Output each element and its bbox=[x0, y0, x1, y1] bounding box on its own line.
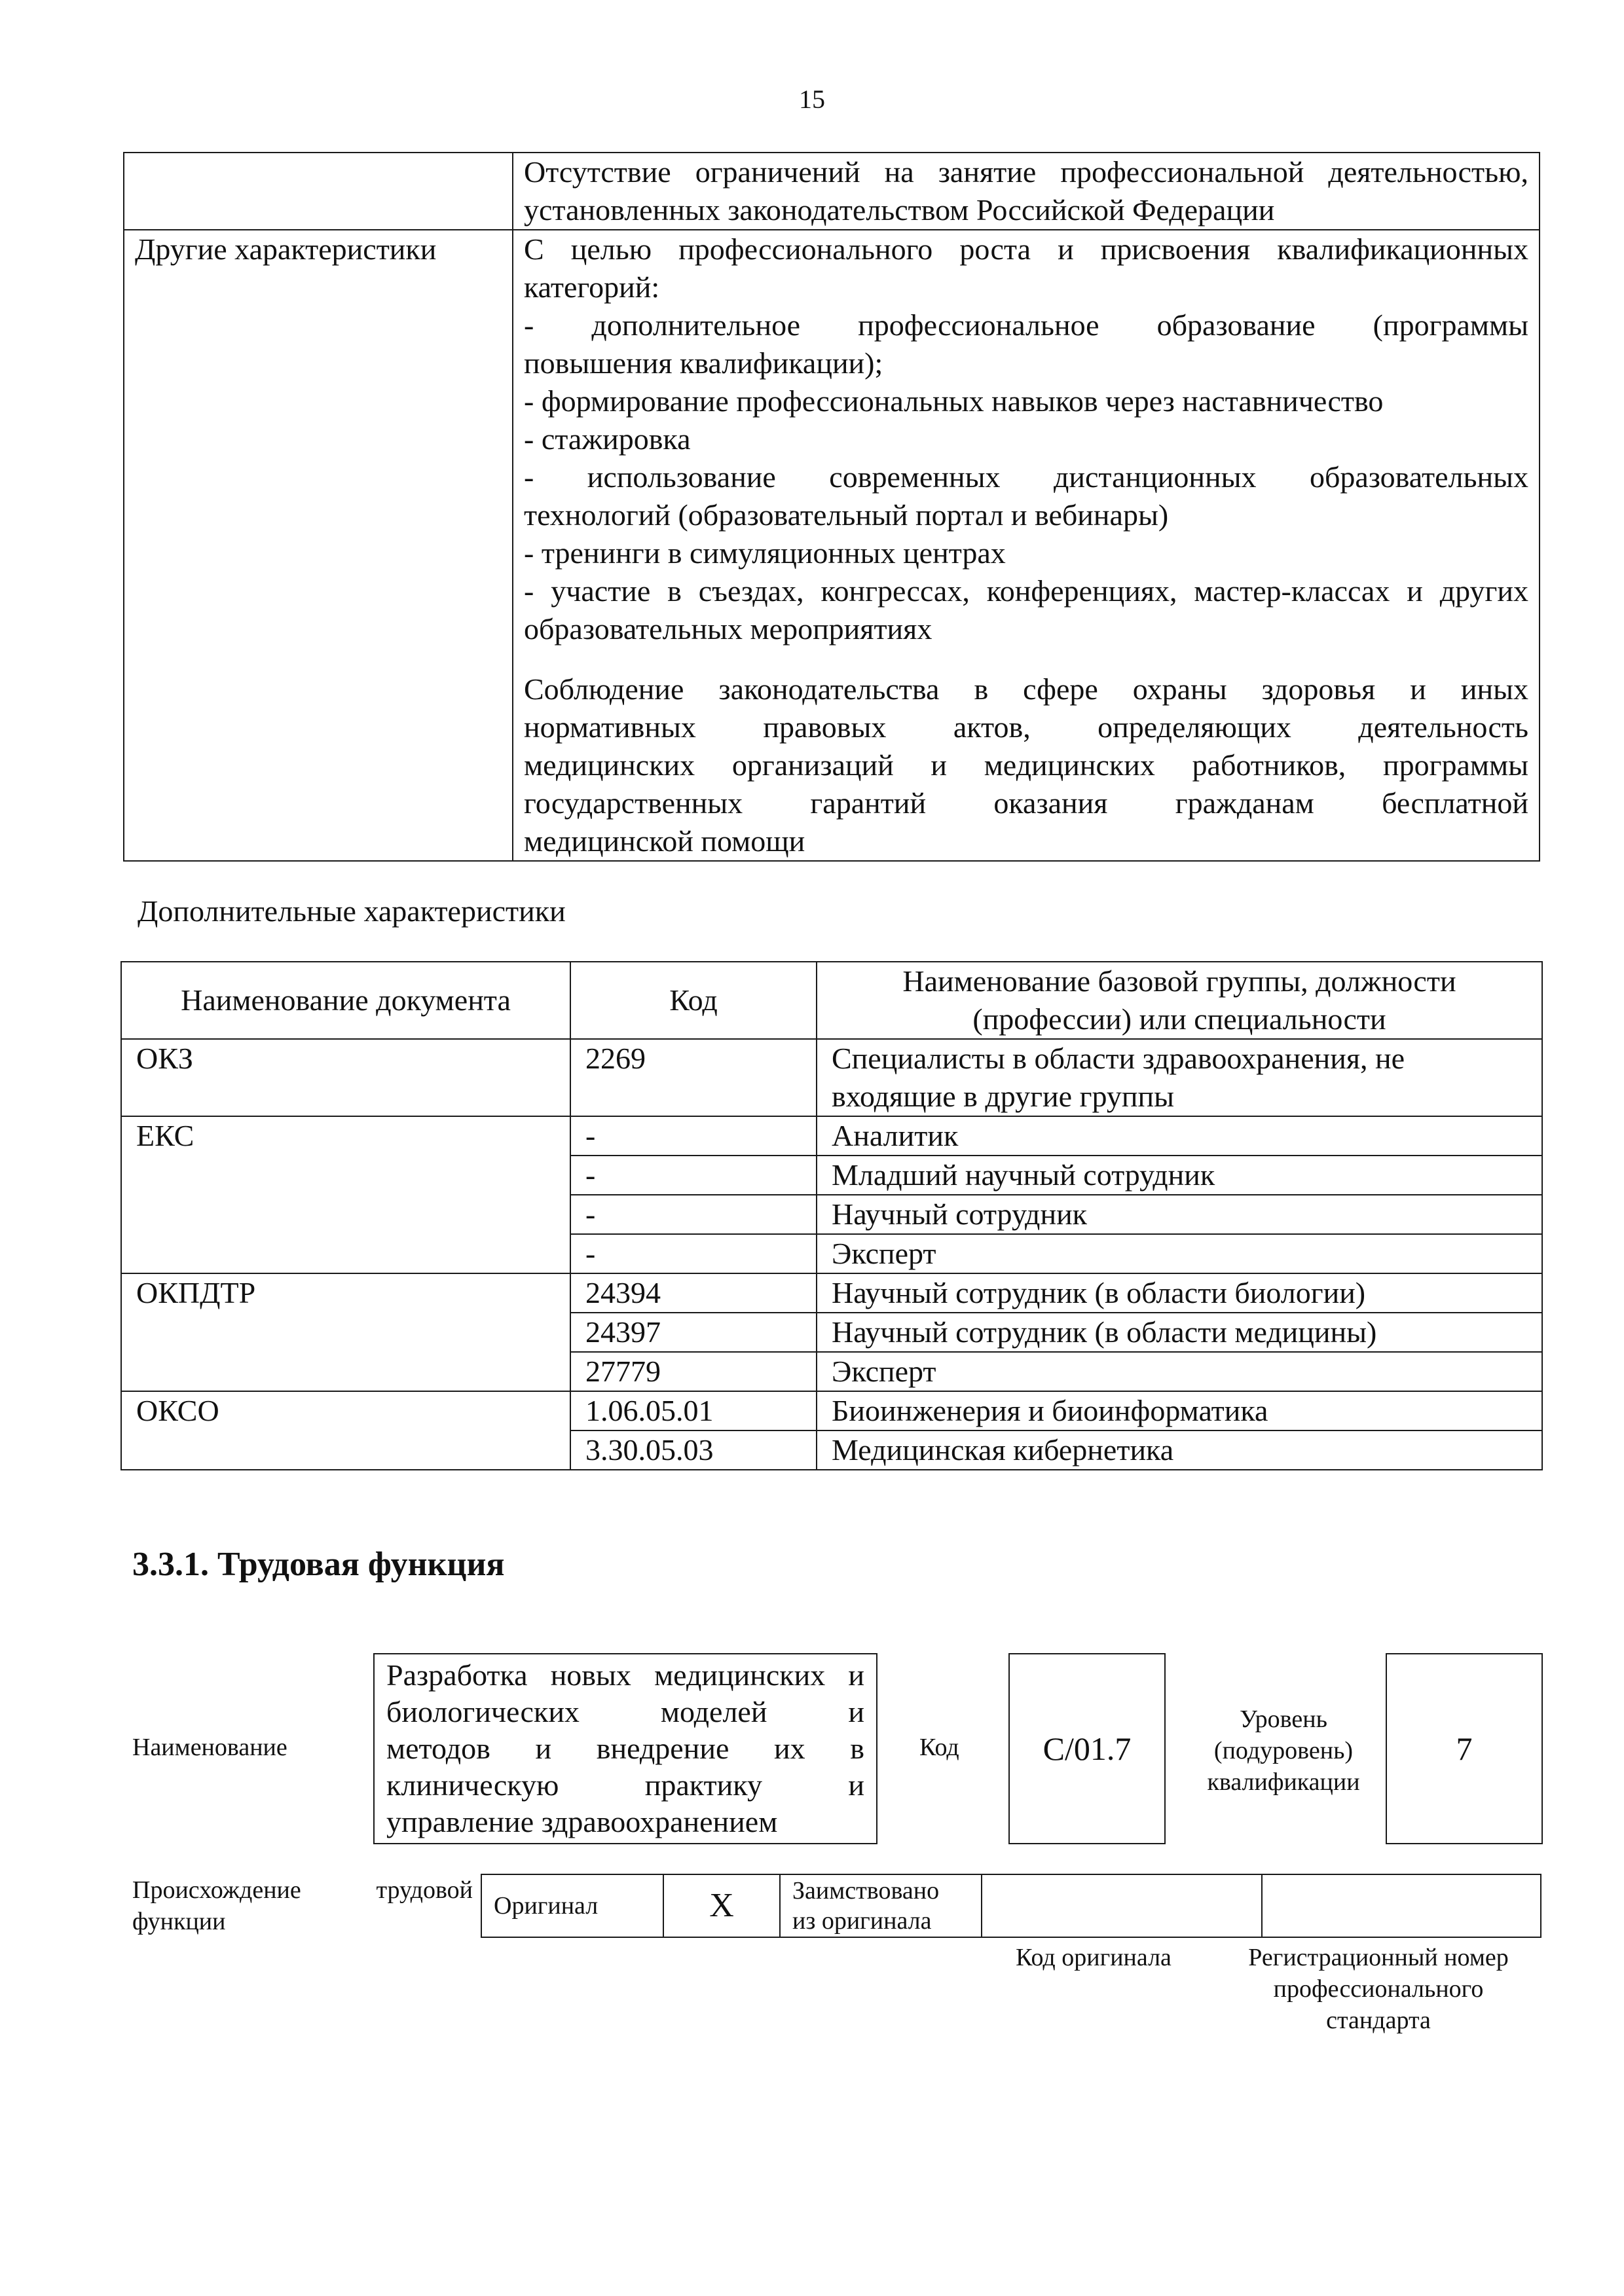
code-cell: 1.06.05.01 bbox=[570, 1391, 817, 1430]
original-mark-cell: X bbox=[663, 1874, 780, 1937]
text-line: установленных законодательством Российской Федерации bbox=[524, 193, 1275, 227]
header-name-line: Наименование базовой группы, должности bbox=[902, 964, 1456, 998]
text-line: технологий (образовательный портал и вебинары) bbox=[524, 498, 1169, 532]
function-name-line: управление здравоохранением bbox=[386, 1805, 778, 1838]
name-label: Наименование bbox=[132, 1734, 287, 1761]
origin-label-line bbox=[132, 1874, 473, 1906]
name-cell: Аналитик bbox=[817, 1116, 1542, 1156]
origin-label-line: функции bbox=[132, 1908, 226, 1935]
text-line: образовательных мероприятиях bbox=[524, 612, 932, 646]
text-line: - дополнительное профессиональное образование (программы bbox=[524, 308, 1528, 342]
code-cell: - bbox=[570, 1195, 817, 1234]
table-row bbox=[121, 1116, 1542, 1156]
origin-table bbox=[481, 1874, 1541, 1938]
text-line: - участие в съездах, конгрессах, конференциях, мастер-классах и других bbox=[524, 574, 1528, 608]
origin-label-word: трудовой bbox=[376, 1876, 473, 1904]
name-cell bbox=[817, 1039, 1542, 1116]
qualification-requirements-table bbox=[123, 152, 1540, 862]
name-cell: Научный сотрудник (в области биологии) bbox=[817, 1273, 1542, 1313]
labor-function-title: 3.3.1. Трудовая функция bbox=[132, 1546, 505, 1583]
row-content bbox=[513, 230, 1540, 861]
reg-caption-line: Регистрационный номер bbox=[1248, 1944, 1509, 1971]
page-number: 15 bbox=[799, 84, 825, 114]
code-cell: 2269 bbox=[570, 1039, 817, 1116]
level-label-line: (подуровень) bbox=[1213, 1737, 1354, 1764]
code-cell: - bbox=[570, 1116, 817, 1156]
level-label-line: Уровень bbox=[1240, 1705, 1327, 1733]
text-line: - стажировка bbox=[524, 422, 691, 456]
borrowed-label-line: из оригинала bbox=[792, 1907, 932, 1935]
name-cell: Биоинженерия и биоинформатика bbox=[817, 1391, 1542, 1430]
table-row bbox=[121, 1039, 1542, 1116]
original-code-cell bbox=[982, 1874, 1262, 1937]
text-line: - тренинги в симуляционных центрах bbox=[524, 536, 1006, 570]
table-row bbox=[481, 1874, 1541, 1937]
doc-cell: ЕКС bbox=[121, 1116, 570, 1273]
reg-caption-line: профессионального bbox=[1273, 1975, 1484, 2003]
row-label bbox=[124, 153, 513, 230]
function-code-box: C/01.7 bbox=[1008, 1653, 1166, 1844]
text-line: повышения квалификации); bbox=[524, 346, 883, 380]
table-header-row bbox=[121, 962, 1542, 1039]
text-line: медицинских организаций и медицинских работников, программы bbox=[524, 748, 1528, 782]
text-line: нормативных правовых актов, определяющих деятельность bbox=[524, 710, 1528, 744]
paragraph-gap bbox=[524, 648, 1528, 670]
name-line: входящие в другие группы bbox=[832, 1080, 1174, 1113]
table-row bbox=[121, 1273, 1542, 1313]
function-name-line: биологических моделей и bbox=[386, 1695, 864, 1728]
original-code-caption: Код оригинала bbox=[1016, 1944, 1172, 1971]
code-cell: 3.30.05.03 bbox=[570, 1430, 817, 1470]
borrowed-label-cell bbox=[780, 1874, 982, 1937]
origin-label bbox=[132, 1874, 473, 1937]
text-line: - формирование профессиональных навыков через наставничество bbox=[524, 384, 1384, 418]
origin-label-word: Происхождение bbox=[132, 1876, 301, 1904]
text-line: С целью профессионального роста и присвоения квалификационных bbox=[524, 232, 1528, 266]
name-line: Специалисты в области здравоохранения, не bbox=[832, 1042, 1405, 1075]
table-row bbox=[124, 230, 1540, 861]
text-line: Соблюдение законодательства в сфере охраны здоровья и иных bbox=[524, 672, 1528, 706]
reg-caption-line: стандарта bbox=[1326, 2007, 1431, 2034]
code-cell: 24397 bbox=[570, 1313, 817, 1352]
header-document: Наименование документа bbox=[121, 962, 570, 1039]
name-cell: Научный сотрудник bbox=[817, 1195, 1542, 1234]
table-row bbox=[124, 153, 1540, 230]
code-cell: - bbox=[570, 1156, 817, 1195]
doc-cell: ОКЗ bbox=[121, 1039, 570, 1116]
code-cell: 24394 bbox=[570, 1273, 817, 1313]
name-cell: Научный сотрудник (в области медицины) bbox=[817, 1313, 1542, 1352]
function-name-line: Разработка новых медицинских и bbox=[386, 1658, 864, 1692]
registration-number-caption bbox=[1221, 1942, 1536, 2036]
header-name bbox=[817, 962, 1542, 1039]
qualification-level-label bbox=[1179, 1704, 1388, 1798]
code-cell: 27779 bbox=[570, 1352, 817, 1391]
original-label-cell: Оригинал bbox=[481, 1874, 663, 1937]
additional-characteristics-caption: Дополнительные характеристики bbox=[138, 894, 566, 928]
header-name-line: (профессии) или специальности bbox=[972, 1002, 1386, 1036]
name-cell: Эксперт bbox=[817, 1352, 1542, 1391]
function-name-line: методов и внедрение их в bbox=[386, 1732, 864, 1765]
text-line: категорий: bbox=[524, 270, 660, 304]
qualification-level-box: 7 bbox=[1386, 1653, 1543, 1844]
name-cell: Младший научный сотрудник bbox=[817, 1156, 1542, 1195]
text-line: - использование современных дистанционных образовательных bbox=[524, 460, 1528, 494]
additional-characteristics-table bbox=[120, 961, 1543, 1470]
name-cell: Медицинская кибернетика bbox=[817, 1430, 1542, 1470]
text-line: государственных гарантий оказания гражданам бесплатной bbox=[524, 786, 1528, 820]
text-line: Отсутствие ограничений на занятие профессиональной деятельностью, bbox=[524, 155, 1528, 189]
code-label: Код bbox=[919, 1734, 959, 1761]
level-label-line: квалификации bbox=[1207, 1768, 1360, 1796]
function-name-line: клиническую практику и bbox=[386, 1768, 864, 1802]
row-label-other-characteristics: Другие характеристики bbox=[124, 230, 513, 861]
doc-cell: ОКПДТР bbox=[121, 1273, 570, 1391]
code-cell: - bbox=[570, 1234, 817, 1273]
table-row bbox=[121, 1391, 1542, 1430]
borrowed-label-line: Заимствовано bbox=[792, 1877, 940, 1904]
function-name-box bbox=[373, 1653, 877, 1844]
row-content bbox=[513, 153, 1540, 230]
text-line: медицинской помощи bbox=[524, 824, 805, 858]
name-cell: Эксперт bbox=[817, 1234, 1542, 1273]
doc-cell: ОКСО bbox=[121, 1391, 570, 1470]
header-code: Код bbox=[570, 962, 817, 1039]
registration-number-cell bbox=[1262, 1874, 1541, 1937]
